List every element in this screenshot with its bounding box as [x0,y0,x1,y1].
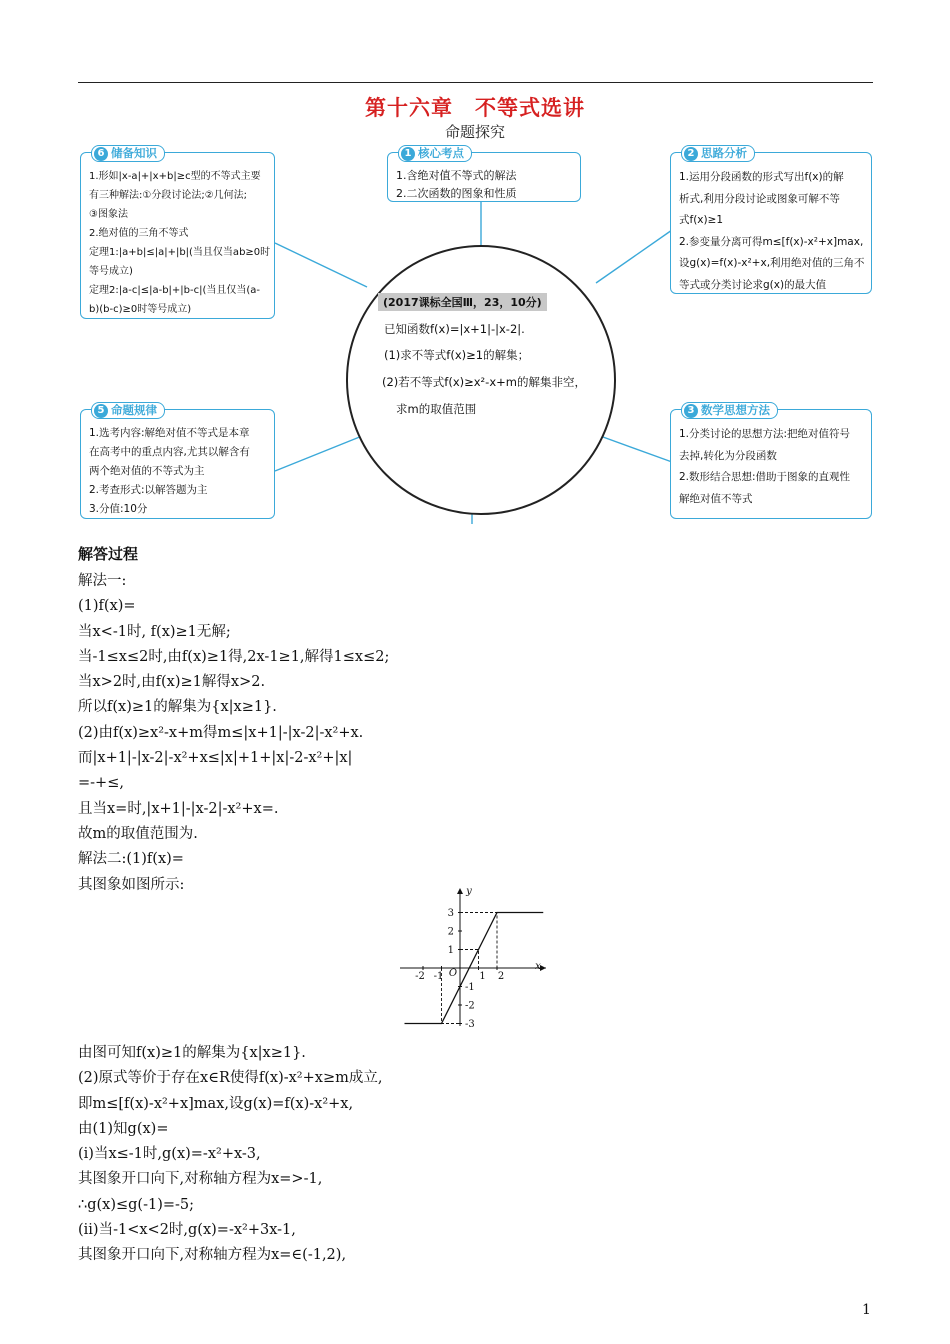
y-tick-label: 2 [447,926,454,938]
key-topics-label: 核心考点 [418,146,464,160]
solution-line: 当x>2时,由f(x)≥1解得x>2. [78,674,266,691]
solution-line: 解法一: [78,573,127,589]
solution-line: 当-1≤x≤2时,由f(x)≥1得,2x-1≥1,解得1≤x≤2; [78,648,390,665]
problem-line: (1)求不等式f(x)≥1的解集； [384,348,530,362]
pattern-line: 3.分值:10分 [89,503,148,515]
solution-line: (1)f(x)= [78,598,136,615]
exam-pattern-label: 命题规律 [111,403,157,417]
math-methods-label: 数学思想方法 [701,403,770,417]
y-tick-label: -2 [465,1000,475,1012]
y-tick-label: -3 [465,1019,475,1030]
math-methods-tag [681,402,778,419]
exam-pattern-box [80,403,275,519]
solution-line: 由图可知f(x)≥1的解集为{x|x≥1}. [78,1045,306,1061]
knowledge-line: 有三种解法:①分段讨论法;②几何法; [89,190,248,201]
solution-line: 所以f(x)≥1的解集为{x|x≥1}. [78,699,277,716]
badge-5: 5 [94,404,108,418]
prior-knowledge-box [80,146,275,319]
methods-line: 2.数形结合思想:借助于图象的直观性 [679,471,851,483]
approach-line: 1.运用分段函数的形式写出f(x)的解 [679,171,844,183]
solution-line: (i)当x≤-1时,g(x)=-x²+x-3, [78,1146,261,1163]
approach-line: 2.参变量分离可得m≤[f(x)-x²+x]max, [679,235,864,248]
knowledge-line: 等号成立) [89,266,133,277]
problem-source: (2017课标全国Ⅲ，23，10分) [378,293,547,311]
key-topics-line: 1.含绝对值不等式的解法 [396,169,517,182]
badge-6: 6 [94,147,108,161]
y-tick-label: -1 [465,982,475,993]
connector-top-left [275,243,367,287]
origin-label: O [448,968,458,979]
approach-analysis-tag [681,145,755,162]
y-axis-arrow [457,888,463,894]
guide-line [460,950,479,969]
solution-line: 其图象开口向下,对称轴方程为x=>-1, [78,1171,323,1188]
x-tick-label: 1 [479,971,486,982]
solution-line: 解法二:(1)f(x)= [78,851,184,868]
pattern-line: 两个绝对值的不等式为主 [89,465,205,477]
solution-line: =-+≤, [78,775,124,792]
approach-line: 等式或分类讨论求g(x)的最大值 [679,278,827,291]
solution-line: 而|x+1|-|x-2|-x²+x≤|x|+1+|x|-2-x²+|x| [78,750,353,767]
problem-line: 求m的取值范围 [396,402,477,416]
prior-knowledge-tag [91,145,165,162]
pattern-line: 2.考查形式:以解答题为主 [89,484,208,496]
piecewise-graph [396,884,556,1030]
approach-line: 设g(x)=f(x)-x²+x,利用绝对值的三角不 [679,257,865,269]
badge-2: 2 [684,147,698,161]
solution-line: ∴g(x)≤g(-1)=-5; [78,1196,195,1213]
approach-analysis-box [670,146,872,294]
methods-line: 解绝对值不等式 [679,492,753,505]
x-axis-label: x [535,961,541,972]
solution-line: 即m≤[f(x)-x²+x]max,设g(x)=f(x)-x²+x, [78,1095,354,1112]
problem-line: 已知函数f(x)=|x+1|-|x-2|. [384,322,525,336]
section-subtitle: 命题探究 [444,123,505,141]
solution-line: 其图象开口向下,对称轴方程为x=∈(-1,2), [78,1247,347,1264]
solution-part2 [78,1041,382,1269]
solution-heading: 解答过程 [78,545,139,563]
connector-bottom-left [275,432,372,471]
x-tick-label: -2 [415,971,425,982]
y-axis-label: y [466,886,472,897]
knowledge-line: 2.绝对值的三角不等式 [89,228,189,239]
y-tick-label: 1 [447,945,454,956]
solution-line: 且当x=时,|x+1|-|x-2|-x²+x=. [78,800,279,817]
x-tick-label: 2 [497,971,505,982]
problem-line: (2)若不等式f(x)≥x²-x+m的解集非空， [382,375,586,389]
solution-part1 [78,569,389,898]
badge-1: 1 [401,147,415,161]
solution-line: 由(1)知g(x)= [78,1120,169,1137]
x-tick-label: -1 [433,971,444,982]
approach-analysis-label: 思路分析 [701,146,747,160]
knowledge-line: 定理2:|a-c|≤|a-b|+|b-c|(当且仅当(a- [89,285,261,296]
methods-line: 去掉,转化为分段函数 [679,449,777,462]
exam-pattern-tag [91,402,165,419]
solution-line: (2)原式等价于存在x∈R使得f(x)-x²+x≥m成立, [78,1070,383,1087]
y-tick-label: 3 [447,908,454,919]
guide-line [460,913,497,969]
pattern-line: 在高考中的重点内容,尤其以解含有 [89,446,250,458]
connector-top-right [596,230,672,283]
approach-line: 析式,利用分段讨论或图象可解不等 [679,192,840,205]
methods-line: 1.分类讨论的思想方法:把绝对值符号 [679,428,851,440]
solution-line: (2)由f(x)≥x²-x+m得m≤|x+1|-|x-2|-x²+x. [78,724,364,741]
solution-line: 当x<-1时, f(x)≥1无解; [78,623,231,640]
knowledge-line: 定理1:|a+b|≤|a|+|b|(当且仅当ab≥0时 [89,247,271,258]
math-methods-box [670,403,872,519]
key-topics-line: 2.二次函数的图象和性质 [396,187,517,200]
key-topics-box [387,146,581,202]
prior-knowledge-label: 储备知识 [111,146,157,160]
problem-circle [346,245,616,515]
x-axis-arrow [540,965,546,971]
badge-3: 3 [684,404,698,418]
solution-line: (ii)当-1<x<2时,g(x)=-x²+3x-1, [78,1222,296,1239]
solution-line: 其图象如图所示: [78,876,185,893]
key-topics-tag [398,145,472,162]
approach-line: 式f(x)≥1 [679,214,724,226]
page-number: 1 [862,1302,871,1318]
pattern-line: 1.选考内容:解绝对值不等式是本章 [89,427,250,439]
chapter-title: 第十六章 不等式选讲 [365,96,585,120]
connector-bottom-right [592,433,672,462]
knowledge-line: ③图象法 [89,209,128,220]
knowledge-line: b)(b-c)≥0时等号成立) [89,304,192,315]
solution-line: 故m的取值范围为. [78,825,198,842]
knowledge-line: 1.形如|x-a|+|x+b|≥c型的不等式主要 [89,171,261,182]
